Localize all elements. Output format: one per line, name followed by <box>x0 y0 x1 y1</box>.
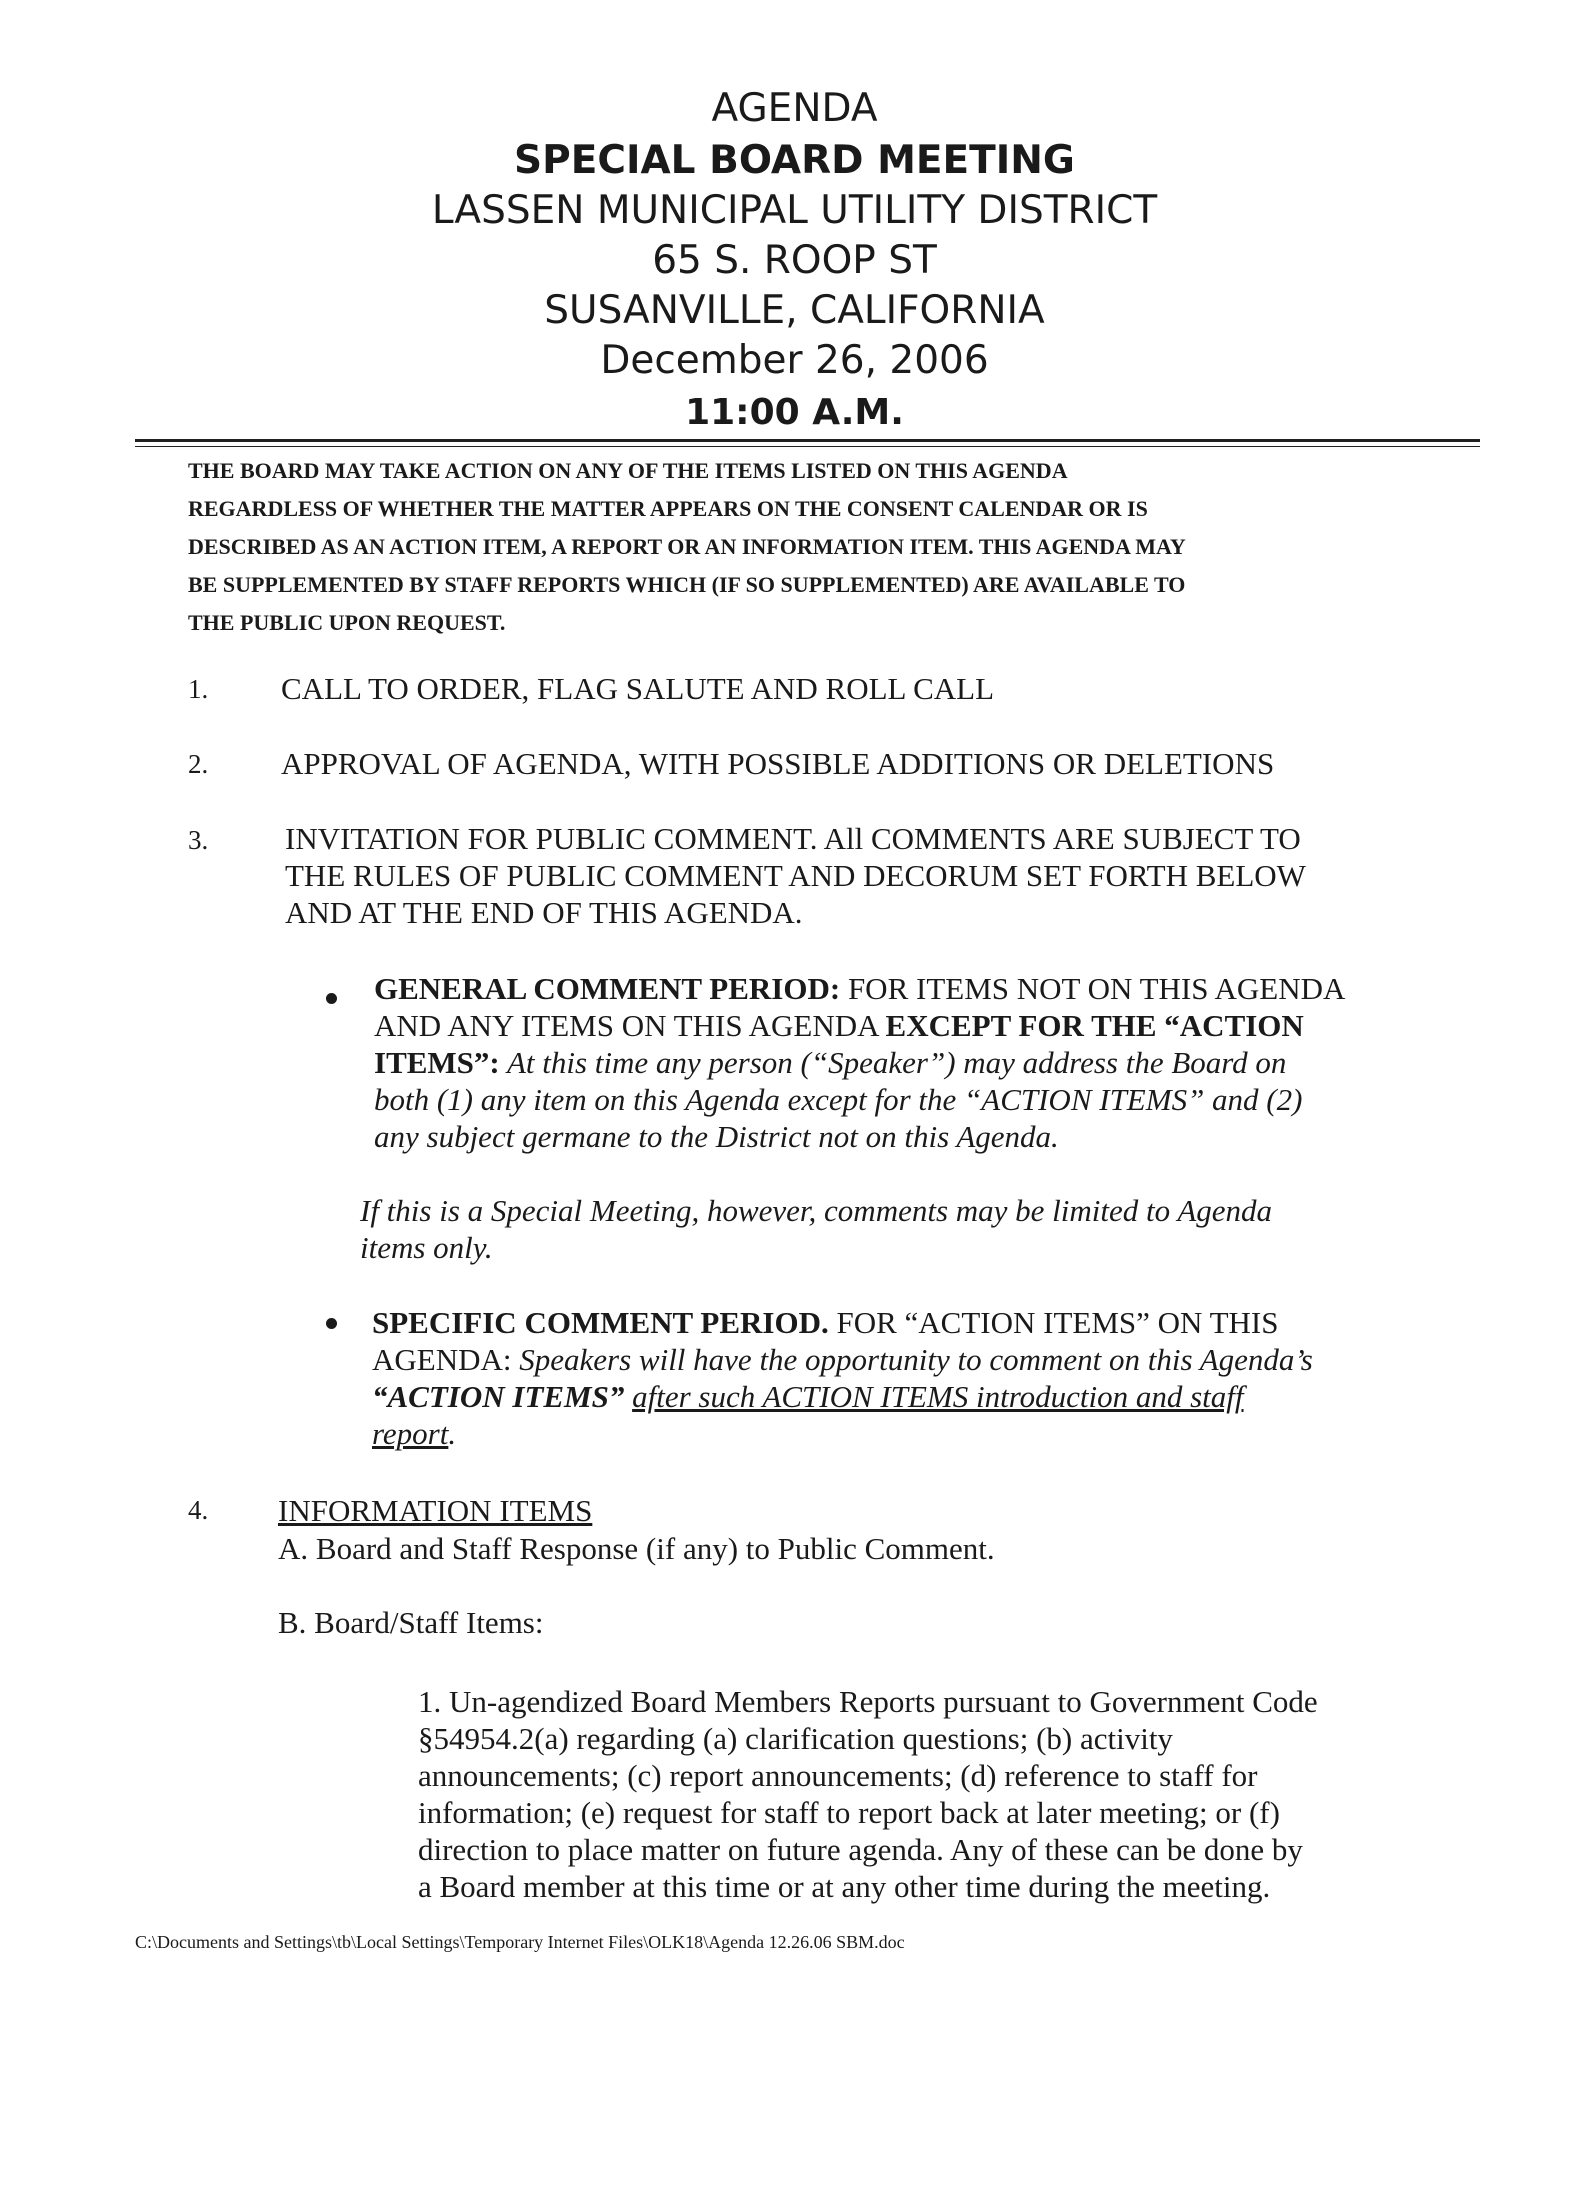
general-comment-period <box>374 970 1345 1155</box>
text-run: At this time any person (“Speaker”) may address the Board on <box>499 1045 1287 1080</box>
header-city: SUSANVILLE, CALIFORNIA <box>544 288 1045 333</box>
special-meeting-note <box>360 1192 1272 1266</box>
text-run: report <box>372 1416 449 1451</box>
header-date: December 26, 2006 <box>600 338 989 383</box>
text-line <box>374 970 1345 1007</box>
text-line <box>372 1378 1313 1415</box>
specific-comment-period <box>372 1304 1313 1452</box>
header-divider-thick <box>135 439 1480 442</box>
text-run: ITEMS”: <box>374 1045 500 1080</box>
text-line: THE RULES OF PUBLIC COMMENT AND DECORUM SET FORTH BELOW <box>285 858 1306 893</box>
item-4a-board-response: A. Board and Staff Response (if any) to Public Comment. <box>278 1531 995 1566</box>
item-number: 1. <box>188 674 209 704</box>
specific-comment-heading: SPECIFIC COMMENT PERIOD. <box>372 1305 829 1340</box>
text-run: after such ACTION ITEMS introduction and staff <box>632 1379 1244 1414</box>
text-line <box>374 1007 1345 1044</box>
text-line <box>372 1415 1313 1452</box>
text-line: both (1) any item on this Agenda except for the “ACTION ITEMS” and (2) <box>374 1082 1303 1117</box>
item-public-comment <box>285 820 1306 931</box>
notice-line: BE SUPPLEMENTED BY STAFF REPORTS WHICH (IF SO SUPPLEMENTED) ARE AVAILABLE TO <box>188 572 1186 597</box>
text-line <box>372 1341 1313 1378</box>
text-run: FOR “ACTION ITEMS” ON THIS <box>828 1305 1279 1340</box>
header-meeting-type: SPECIAL BOARD MEETING <box>514 138 1075 183</box>
text-line: §54954.2(a) regarding (a) clarification questions; (b) activity <box>418 1721 1173 1756</box>
text-run: AND ANY ITEMS ON THIS AGENDA <box>374 1008 886 1043</box>
item-call-to-order: CALL TO ORDER, FLAG SALUTE AND ROLL CALL <box>281 671 994 706</box>
header-time: 11:00 A.M. <box>685 392 904 433</box>
notice-line: THE BOARD MAY TAKE ACTION ON ANY OF THE ITEMS LISTED ON THIS AGENDA <box>188 458 1068 483</box>
bullet-icon <box>326 993 337 1004</box>
text-line: direction to place matter on future agenda. Any of these can be done by <box>418 1832 1303 1867</box>
item-4b-board-staff-items: B. Board/Staff Items: <box>278 1605 544 1640</box>
item-number: 2. <box>188 749 209 779</box>
notice-line: REGARDLESS OF WHETHER THE MATTER APPEARS ON THE CONSENT CALENDAR OR IS <box>188 496 1148 521</box>
header-divider-thin <box>135 446 1480 447</box>
text-line: INVITATION FOR PUBLIC COMMENT. All COMMENTS ARE SUBJECT TO <box>285 821 1301 856</box>
item-4b1-board-member-reports <box>418 1683 1318 1905</box>
item-approval-of-agenda: APPROVAL OF AGENDA, WITH POSSIBLE ADDITIONS OR DELETIONS <box>281 746 1275 781</box>
item-number: 4. <box>188 1495 209 1525</box>
notice-line: DESCRIBED AS AN ACTION ITEM, A REPORT OR AN INFORMATION ITEM. THIS AGENDA MAY <box>188 534 1186 559</box>
header-agenda: AGENDA <box>711 86 878 131</box>
text-line: information; (e) request for staff to report back at later meeting; or (f) <box>418 1795 1280 1830</box>
text-run: “ACTION ITEMS” <box>372 1379 625 1414</box>
header-address: 65 S. ROOP ST <box>652 238 937 283</box>
item-number: 3. <box>188 825 209 855</box>
text-line: AND AT THE END OF THIS AGENDA. <box>285 895 803 930</box>
text-run: AGENDA: <box>372 1342 520 1377</box>
text-run: Speakers will have the opportunity to comment on this Agenda’s <box>519 1342 1313 1377</box>
header-district: LASSEN MUNICIPAL UTILITY DISTRICT <box>431 188 1158 233</box>
text-line <box>374 1044 1345 1081</box>
bullet-icon <box>326 1318 337 1329</box>
general-comment-heading: GENERAL COMMENT PERIOD: <box>374 971 841 1006</box>
information-items-title: INFORMATION ITEMS <box>278 1493 593 1528</box>
text-run: EXCEPT FOR THE “ACTION <box>885 1008 1304 1043</box>
text-line: 1. Un-agendized Board Members Reports pursuant to Government Code <box>418 1684 1318 1719</box>
text-line <box>372 1304 1313 1341</box>
text-line: announcements; (c) report announcements; (d) reference to staff for <box>418 1758 1258 1793</box>
text-line: any subject germane to the District not on this Agenda. <box>374 1119 1059 1154</box>
text-line: items only. <box>360 1230 493 1265</box>
text-run: . <box>448 1416 457 1451</box>
notice-line: THE PUBLIC UPON REQUEST. <box>188 610 506 635</box>
text-line: a Board member at this time or at any other time during the meeting. <box>418 1869 1271 1904</box>
action-notice <box>188 452 1488 642</box>
text-line: If this is a Special Meeting, however, comments may be limited to Agenda <box>360 1193 1273 1228</box>
footer-file-path: C:\Documents and Settings\tb\Local Settings\Temporary Internet Files\OLK18\Agenda 12.26.06 SBM.doc <box>135 1932 905 1952</box>
text-run: FOR ITEMS NOT ON THIS AGENDA <box>840 971 1346 1006</box>
